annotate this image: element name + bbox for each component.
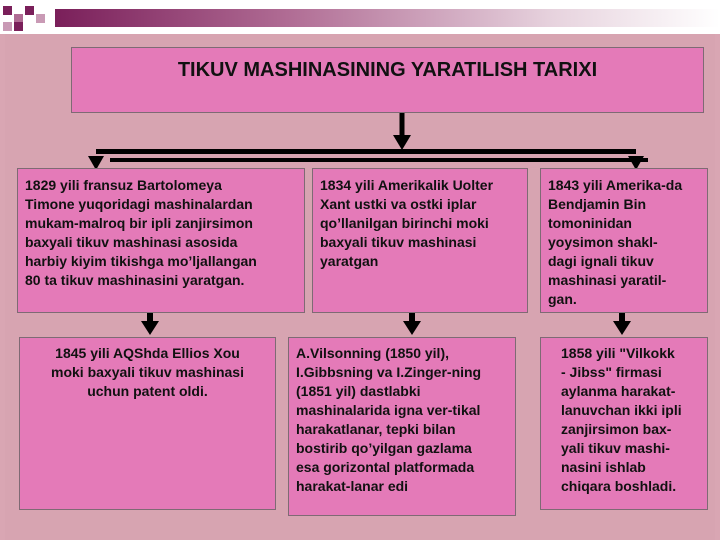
event-text: 1845 yili AQShda Ellios Xou moki baxyali tikuv mashinasi uchun patent oldi. <box>51 345 244 399</box>
event-box-1850 <box>288 337 516 516</box>
event-text: 1829 yili fransuz Bartolomeya Timone yuqoridagi mashinalardan mukam-malroq bir ipli zanjirsimon baxyali tikuv mashinasi asosida harbiy kiyim tikishga mo’ljallangan 80 ta tikuv mashinasini yaratgan. <box>25 177 257 288</box>
event-text: 1834 yili Amerikalik Uolter Xant ustki va ostki iplar qo’llanilgan birinchi moki baxyali tikuv mashinasi yaratgan <box>320 177 494 269</box>
connector-bar <box>96 149 636 154</box>
event-box-1834 <box>312 168 528 313</box>
arrow-head <box>613 321 631 335</box>
connector-bar <box>110 158 648 162</box>
arrow-head <box>393 135 411 150</box>
event-text: A.Vilsonning (1850 yil), I.Gibbsning va I.Zinger-ning (1851 yil) dastlabki mashinalarida igna ver-tikal harakatlanar, tepki bilan bostirib qo’yilgan gazlama esa gorizontal platformada harakat-lanar edi <box>296 345 482 494</box>
arrow-head <box>141 321 159 335</box>
arrow-head <box>403 321 421 335</box>
event-box-1843 <box>540 168 708 313</box>
event-box-1829 <box>17 168 305 313</box>
title-text: TIKUV MASHINASINING YARATILISH TARIXI <box>177 59 598 81</box>
event-text: 1843 yili Amerika-da Bendjamin Bin tomoninidan yoysimon shakl- dagi ignali tikuv mashinasi yaratil- gan. <box>548 177 683 307</box>
event-box-1845 <box>19 337 276 510</box>
event-box-1858 <box>540 337 708 510</box>
event-text: 1858 yili "Vilkokk - Jibss" firmasi aylanma harakat- lanuvchan ikki ipli zanjirsimon bax- yali tikuv mashi- nasini ishlab chiqara boshladi. <box>561 345 682 494</box>
